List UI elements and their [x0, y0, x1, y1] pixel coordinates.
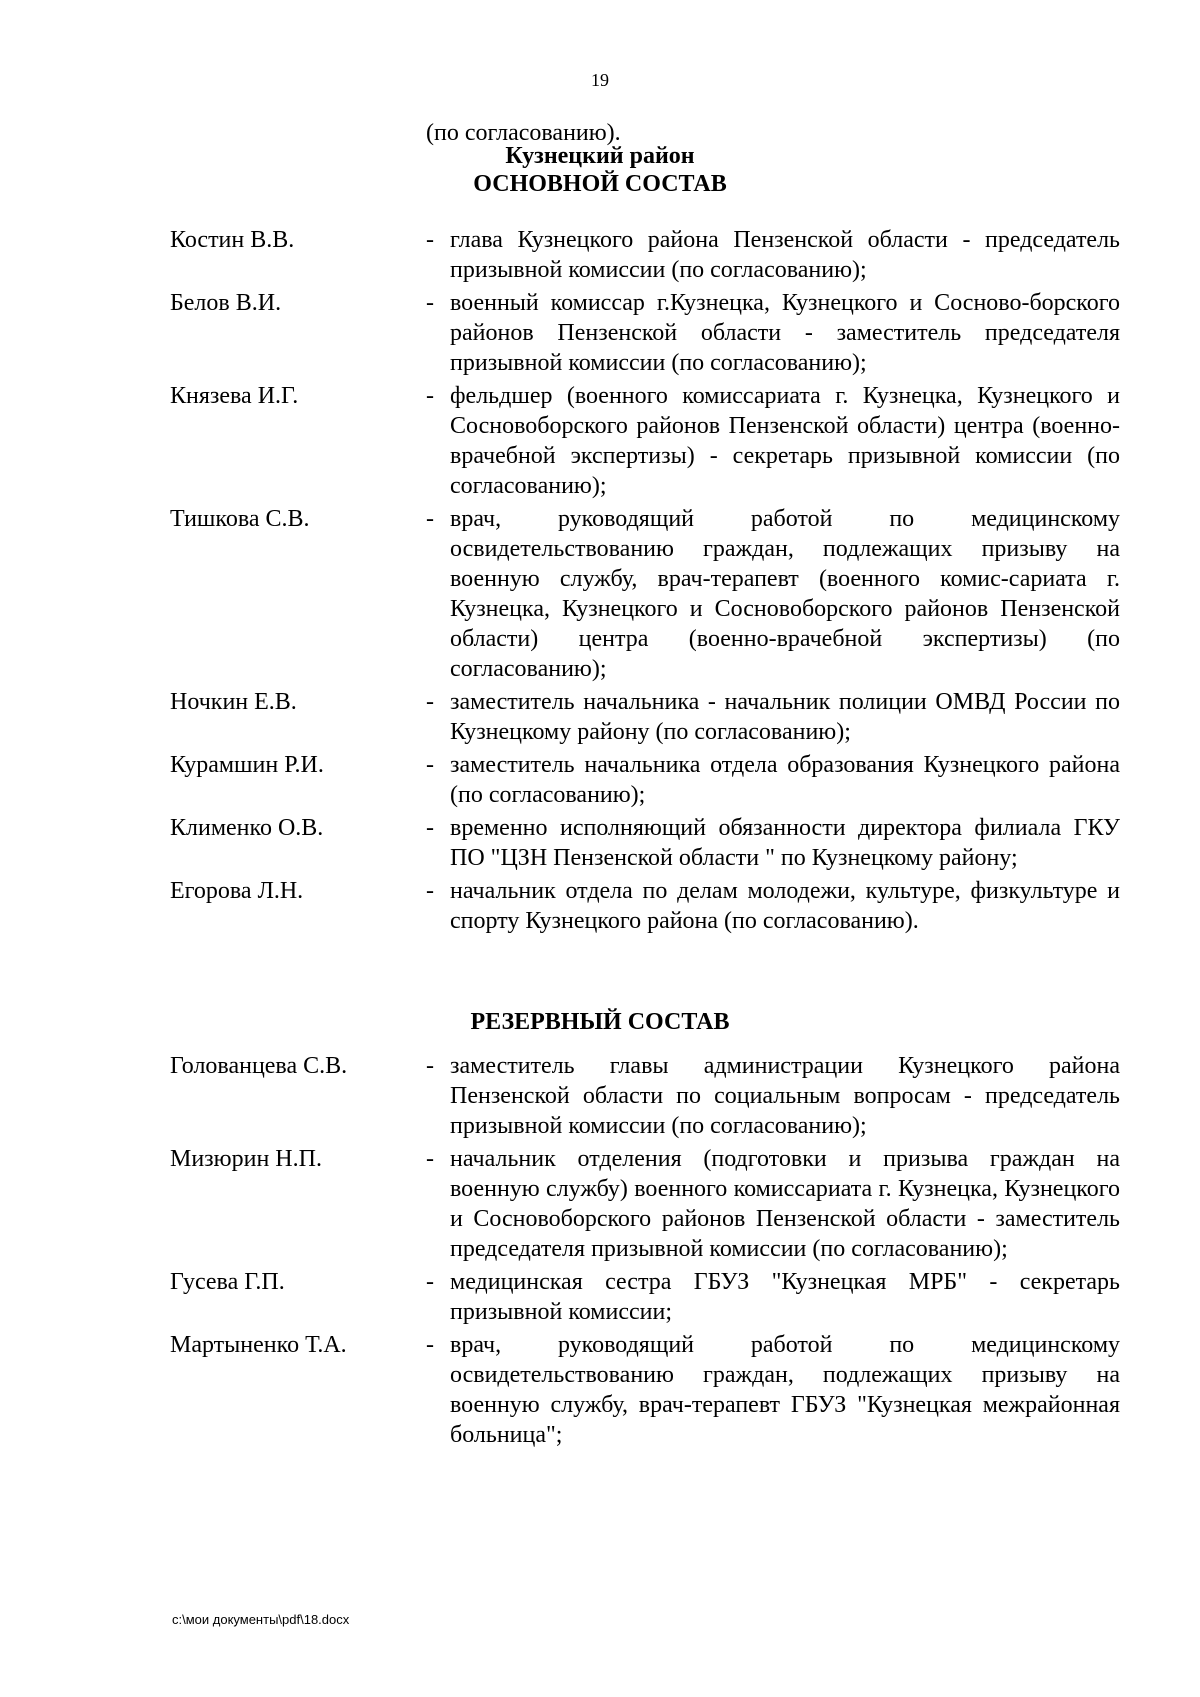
- member-name: Курамшин Р.И.: [170, 752, 324, 778]
- member-name: Клименко О.В.: [170, 815, 324, 841]
- member-role: врач, руководящий работой по медицинскому освидетельствованию граждан, подлежащих призыву на военную службу, врач-терапевт (военного комис-сариата г. Кузнецка, Кузнецкого и Сосновоборского районов Пензенской области) центра (военно-врачебной экспертизы) (по согласованию);: [450, 506, 1120, 682]
- reserve-title: РЕЗЕРВНЫЙ СОСТАВ: [470, 1009, 730, 1035]
- member-dash: -: [426, 227, 434, 253]
- member-name: Егорова Л.Н.: [170, 878, 304, 904]
- intro-tail: (по согласованию).: [426, 120, 621, 146]
- list-item: [0, 504, 1200, 684]
- member-role: глава Кузнецкого района Пензенской области - председатель призывной комиссии (по согласованию);: [450, 227, 1120, 283]
- list-item: [0, 1330, 1200, 1450]
- member-name: Князева И.Г.: [170, 383, 299, 409]
- member-dash: -: [426, 1269, 434, 1295]
- member-name: Белов В.И.: [170, 290, 282, 316]
- list-item: [0, 225, 1200, 285]
- member-dash: -: [426, 290, 434, 316]
- district-title: Кузнецкий район: [505, 143, 695, 169]
- member-role: военный комиссар г.Кузнецка, Кузнецкого и Сосново-борского районов Пензенской области - заместитель председателя призывной комиссии (по согласованию);: [450, 290, 1120, 376]
- list-item: [0, 1051, 1200, 1141]
- member-dash: -: [426, 878, 434, 904]
- list-item: [0, 1267, 1200, 1327]
- list-item: [0, 876, 1200, 936]
- member-role: фельдшер (военного комиссариата г. Кузнецка, Кузнецкого и Сосновоборского районов Пензенской области) центра (военно-врачебной экспертизы) - секретарь призывной комиссии (по согласованию);: [450, 383, 1120, 499]
- member-name: Мизюрин Н.П.: [170, 1146, 322, 1172]
- member-dash: -: [426, 1053, 434, 1079]
- member-dash: -: [426, 815, 434, 841]
- main-title: ОСНОВНОЙ СОСТАВ: [473, 171, 727, 197]
- list-item: [0, 687, 1200, 747]
- member-role: медицинская сестра ГБУЗ "Кузнецкая МРБ" - секретарь призывной комиссии;: [450, 1269, 1120, 1325]
- member-dash: -: [426, 689, 434, 715]
- list-item: [0, 288, 1200, 378]
- main-members-list: [0, 225, 1200, 939]
- member-role: заместитель начальника отдела образования Кузнецкого района (по согласованию);: [450, 752, 1120, 808]
- member-dash: -: [426, 1332, 434, 1358]
- member-name: Гусева Г.П.: [170, 1269, 285, 1295]
- reserve-members-list: [0, 1051, 1200, 1453]
- member-dash: -: [426, 752, 434, 778]
- member-name: Голованцева С.В.: [170, 1053, 348, 1079]
- member-dash: -: [426, 383, 434, 409]
- list-item: [0, 1144, 1200, 1264]
- member-dash: -: [426, 1146, 434, 1172]
- list-item: [0, 813, 1200, 873]
- member-role: заместитель начальника - начальник полиции ОМВД России по Кузнецкому району (по согласованию);: [450, 689, 1120, 745]
- member-role: врач, руководящий работой по медицинскому освидетельствованию граждан, подлежащих призыву на военную службу, врач-терапевт ГБУЗ "Кузнецкая межрайонная больница";: [450, 1332, 1120, 1448]
- page-number: 19: [591, 70, 609, 90]
- member-role: начальник отделения (подготовки и призыва граждан на военную службу) военного комиссариата г. Кузнецка, Кузнецкого и Сосновоборского районов Пензенской области - заместитель председателя призывной комиссии (по согласованию);: [450, 1146, 1120, 1262]
- member-dash: -: [426, 506, 434, 532]
- list-item: [0, 750, 1200, 810]
- member-role: заместитель главы администрации Кузнецкого района Пензенской области по социальным вопросам - председатель призывной комиссии (по согласованию);: [450, 1053, 1120, 1139]
- member-role: начальник отдела по делам молодежи, культуре, физкультуре и спорту Кузнецкого района (по согласованию).: [450, 878, 1120, 934]
- footer-file-path: c:\мои документы\pdf\18.docx: [172, 1612, 350, 1627]
- member-name: Костин В.В.: [170, 227, 295, 253]
- member-name: Мартыненко Т.А.: [170, 1332, 347, 1358]
- member-name: Тишкова С.В.: [170, 506, 310, 532]
- member-role: временно исполняющий обязанности директора филиала ГКУ ПО "ЦЗН Пензенской области " по Кузнецкому району;: [450, 815, 1120, 871]
- member-name: Ночкин Е.В.: [170, 689, 297, 715]
- list-item: [0, 381, 1200, 501]
